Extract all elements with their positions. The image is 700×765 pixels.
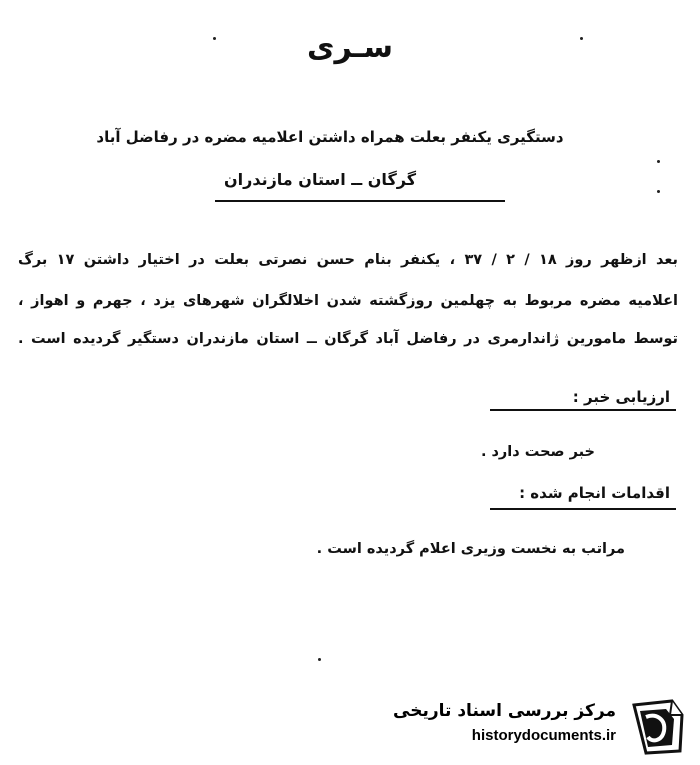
actions-underline (490, 508, 676, 510)
assessment-value: خبر صحت دارد . (480, 444, 595, 460)
scan-speck (657, 160, 660, 163)
scan-speck (657, 190, 660, 193)
watermark (393, 697, 688, 757)
folded-document-logo-icon (626, 697, 688, 757)
actions-heading: اقدامات انجام شده : (519, 484, 670, 502)
scan-speck (213, 37, 216, 40)
closing-line: مراتب به نخست وزیری اعلام گردیده است . (316, 541, 625, 557)
assessment-underline (490, 409, 676, 411)
watermark-site: historydocuments.ir (471, 727, 616, 744)
scan-speck (318, 658, 321, 661)
subject-line-1: دستگیری یکنفر بعلت همراه داشتن اعلامیه مضره در رفاضل آباد (96, 128, 564, 146)
body-line-1: بعد ازظهر روز ۱۸ / ۲ / ۳۷ ، یکنفر بنام حسن نصرتی بعلت در اختیار داشتن ۱۷ برگ (18, 252, 678, 268)
body-line-2: اعلامیه مضره مربوط به چهلمین روزگشته شدن اخلالگران شهرهای یزد ، جهرم و اهواز ، (18, 293, 678, 309)
subject-line-2: گرگان ــ استان مازندران (223, 170, 416, 189)
scan-speck (580, 37, 583, 40)
subject-underline (215, 200, 505, 202)
watermark-name: مرکز بررسی اسناد تاریخی (393, 701, 616, 721)
body-line-3: توسط مامورین ژاندارمری در رفاضل آباد گرگان ــ استان مازندران دستگیر گردیده است . (18, 331, 678, 347)
assessment-heading: ارزیابی خبر : (572, 388, 670, 406)
classification-title: سـرى (307, 30, 393, 65)
